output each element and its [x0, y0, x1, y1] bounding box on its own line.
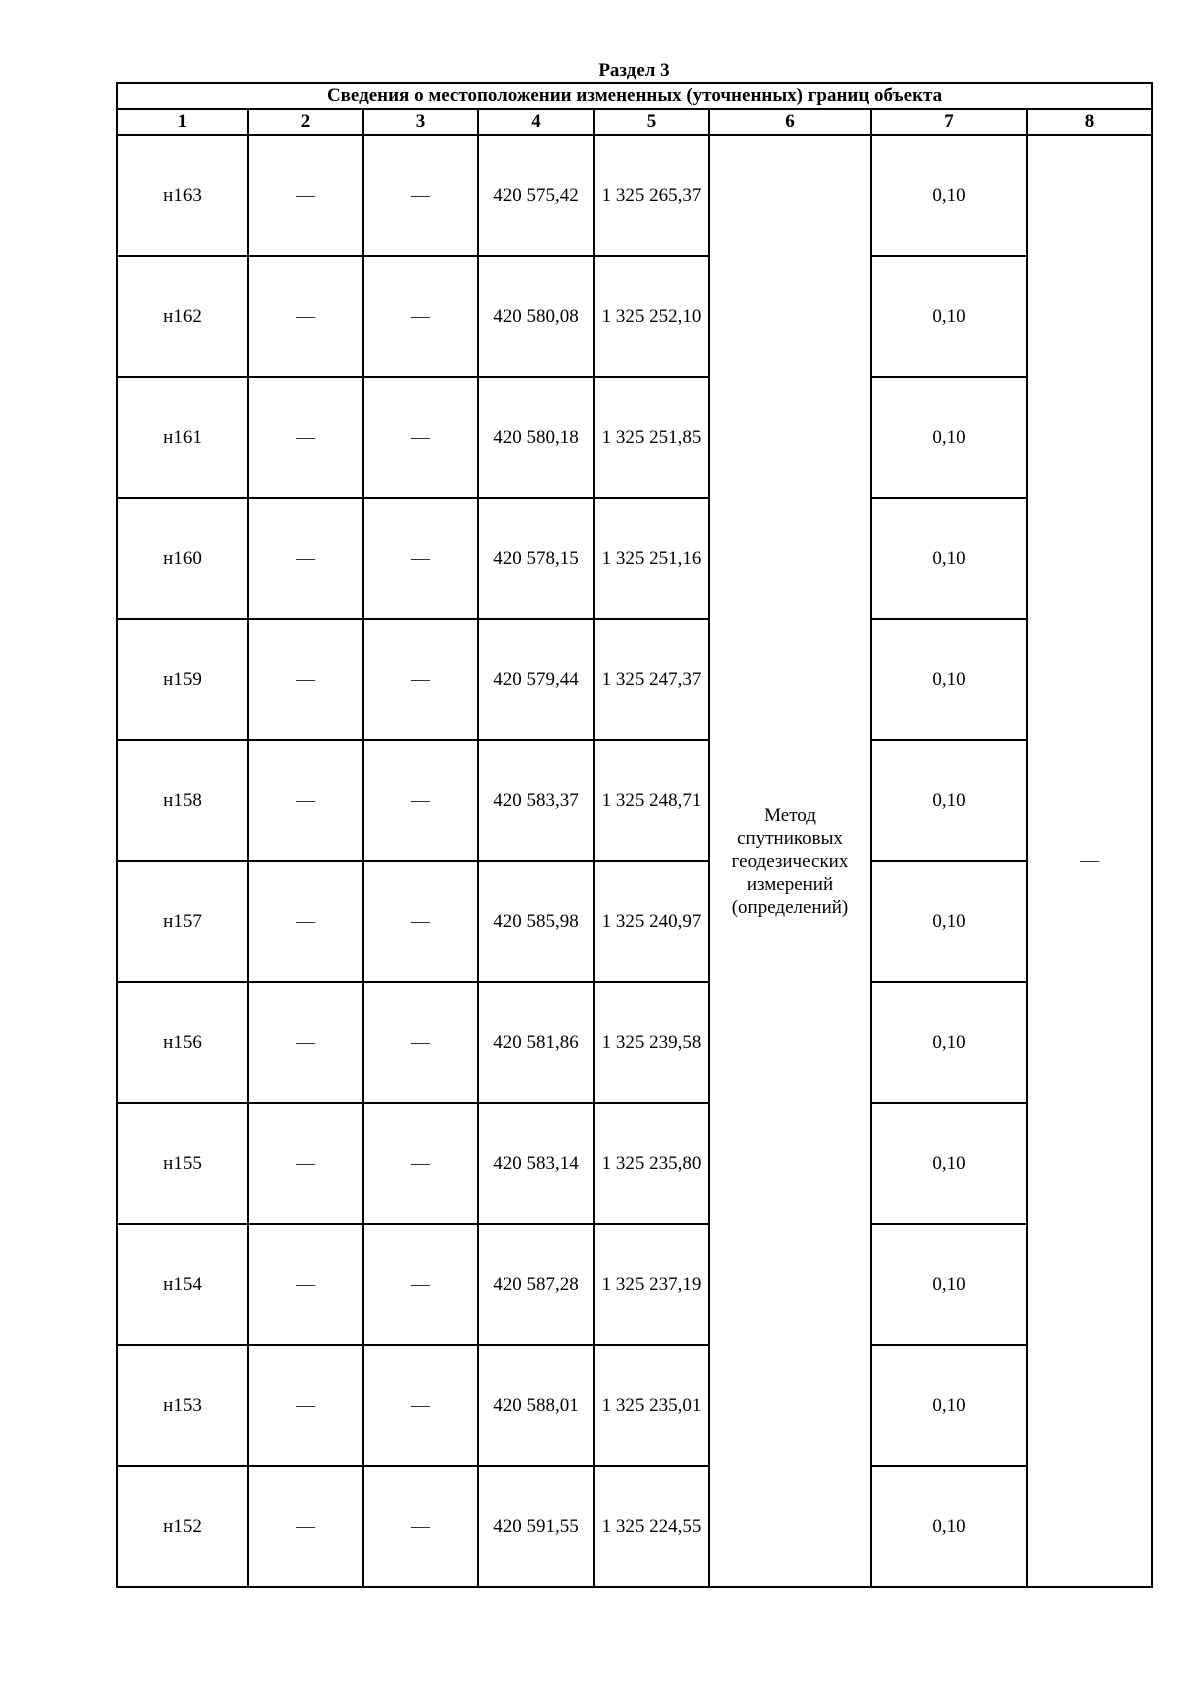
x-coordinate-cell: 420 588,01 — [478, 1345, 594, 1466]
column-2-cell: — — [248, 135, 363, 256]
point-number-cell: н153 — [117, 1345, 248, 1466]
column-number: 2 — [248, 109, 363, 135]
x-coordinate-cell: 420 580,18 — [478, 377, 594, 498]
accuracy-cell: 0,10 — [871, 982, 1027, 1103]
column-number: 4 — [478, 109, 594, 135]
accuracy-cell: 0,10 — [871, 740, 1027, 861]
column-3-cell: — — [363, 498, 478, 619]
y-coordinate-cell: 1 325 235,80 — [594, 1103, 709, 1224]
column-3-cell: — — [363, 1224, 478, 1345]
column-2-cell: — — [248, 1103, 363, 1224]
point-number-cell: н159 — [117, 619, 248, 740]
table-row — [117, 982, 1152, 1103]
table-row — [117, 498, 1152, 619]
x-coordinate-cell: 420 578,15 — [478, 498, 594, 619]
column-2-cell: — — [248, 1466, 363, 1587]
y-coordinate-cell: 1 325 252,10 — [594, 256, 709, 377]
table-row — [117, 256, 1152, 377]
y-coordinate-cell: 1 325 237,19 — [594, 1224, 709, 1345]
x-coordinate-cell: 420 583,37 — [478, 740, 594, 861]
boundary-coordinates-table — [116, 82, 1153, 1588]
x-coordinate-cell: 420 591,55 — [478, 1466, 594, 1587]
x-coordinate-cell: 420 579,44 — [478, 619, 594, 740]
column-3-cell: — — [363, 619, 478, 740]
column-2-cell: — — [248, 1224, 363, 1345]
point-number-cell: н158 — [117, 740, 248, 861]
section-title: Раздел 3 — [598, 60, 670, 81]
table-row — [117, 1224, 1152, 1345]
column-2-cell: — — [248, 498, 363, 619]
accuracy-cell: 0,10 — [871, 619, 1027, 740]
column-3-cell: — — [363, 740, 478, 861]
accuracy-cell: 0,10 — [871, 498, 1027, 619]
column-2-cell: — — [248, 256, 363, 377]
accuracy-cell: 0,10 — [871, 1103, 1027, 1224]
column-2-cell: — — [248, 861, 363, 982]
column-2-cell: — — [248, 377, 363, 498]
x-coordinate-cell: 420 587,28 — [478, 1224, 594, 1345]
table-row — [117, 1345, 1152, 1466]
y-coordinate-cell: 1 325 240,97 — [594, 861, 709, 982]
y-coordinate-cell: 1 325 251,16 — [594, 498, 709, 619]
y-coordinate-cell: 1 325 251,85 — [594, 377, 709, 498]
column-2-cell: — — [248, 982, 363, 1103]
x-coordinate-cell: 420 583,14 — [478, 1103, 594, 1224]
table-caption-row — [117, 83, 1152, 109]
y-coordinate-cell: 1 325 247,37 — [594, 619, 709, 740]
y-coordinate-cell: 1 325 235,01 — [594, 1345, 709, 1466]
table-caption: Сведения о местоположении измененных (уточненных) границ объекта — [117, 83, 1152, 109]
accuracy-cell: 0,10 — [871, 377, 1027, 498]
y-coordinate-cell: 1 325 248,71 — [594, 740, 709, 861]
x-coordinate-cell: 420 580,08 — [478, 256, 594, 377]
table-row — [117, 861, 1152, 982]
y-coordinate-cell: 1 325 239,58 — [594, 982, 709, 1103]
accuracy-cell: 0,10 — [871, 1466, 1027, 1587]
column-number: 1 — [117, 109, 248, 135]
accuracy-cell: 0,10 — [871, 1345, 1027, 1466]
method-text: Метод спутниковых геодезических измерений (определений) — [731, 804, 849, 918]
column-8-cell: — — [1027, 135, 1152, 1587]
column-number: 7 — [871, 109, 1027, 135]
accuracy-cell: 0,10 — [871, 861, 1027, 982]
point-number-cell: н156 — [117, 982, 248, 1103]
column-number: 5 — [594, 109, 709, 135]
y-coordinate-cell: 1 325 265,37 — [594, 135, 709, 256]
point-number-cell: н161 — [117, 377, 248, 498]
table-row — [117, 377, 1152, 498]
table-row — [117, 619, 1152, 740]
accuracy-cell: 0,10 — [871, 1224, 1027, 1345]
column-number: 8 — [1027, 109, 1152, 135]
table-row — [117, 1466, 1152, 1587]
column-number: 3 — [363, 109, 478, 135]
point-number-cell: н152 — [117, 1466, 248, 1587]
column-number: 6 — [709, 109, 871, 135]
table-row — [117, 135, 1152, 256]
point-number-cell: н163 — [117, 135, 248, 256]
column-3-cell: — — [363, 256, 478, 377]
point-number-cell: н162 — [117, 256, 248, 377]
column-3-cell: — — [363, 1345, 478, 1466]
column-2-cell: — — [248, 740, 363, 861]
column-3-cell: — — [363, 1466, 478, 1587]
accuracy-cell: 0,10 — [871, 135, 1027, 256]
column-3-cell: — — [363, 377, 478, 498]
table-row — [117, 1103, 1152, 1224]
point-number-cell: н157 — [117, 861, 248, 982]
column-3-cell: — — [363, 982, 478, 1103]
table-row — [117, 740, 1152, 861]
column-3-cell: — — [363, 1103, 478, 1224]
point-number-cell: н155 — [117, 1103, 248, 1224]
y-coordinate-cell: 1 325 224,55 — [594, 1466, 709, 1587]
method-cell — [709, 135, 871, 1587]
column-numbers-row — [117, 109, 1152, 135]
column-2-cell: — — [248, 619, 363, 740]
column-3-cell: — — [363, 861, 478, 982]
column-3-cell: — — [363, 135, 478, 256]
point-number-cell: н154 — [117, 1224, 248, 1345]
point-number-cell: н160 — [117, 498, 248, 619]
x-coordinate-cell: 420 581,86 — [478, 982, 594, 1103]
column-2-cell: — — [248, 1345, 363, 1466]
x-coordinate-cell: 420 585,98 — [478, 861, 594, 982]
x-coordinate-cell: 420 575,42 — [478, 135, 594, 256]
accuracy-cell: 0,10 — [871, 256, 1027, 377]
